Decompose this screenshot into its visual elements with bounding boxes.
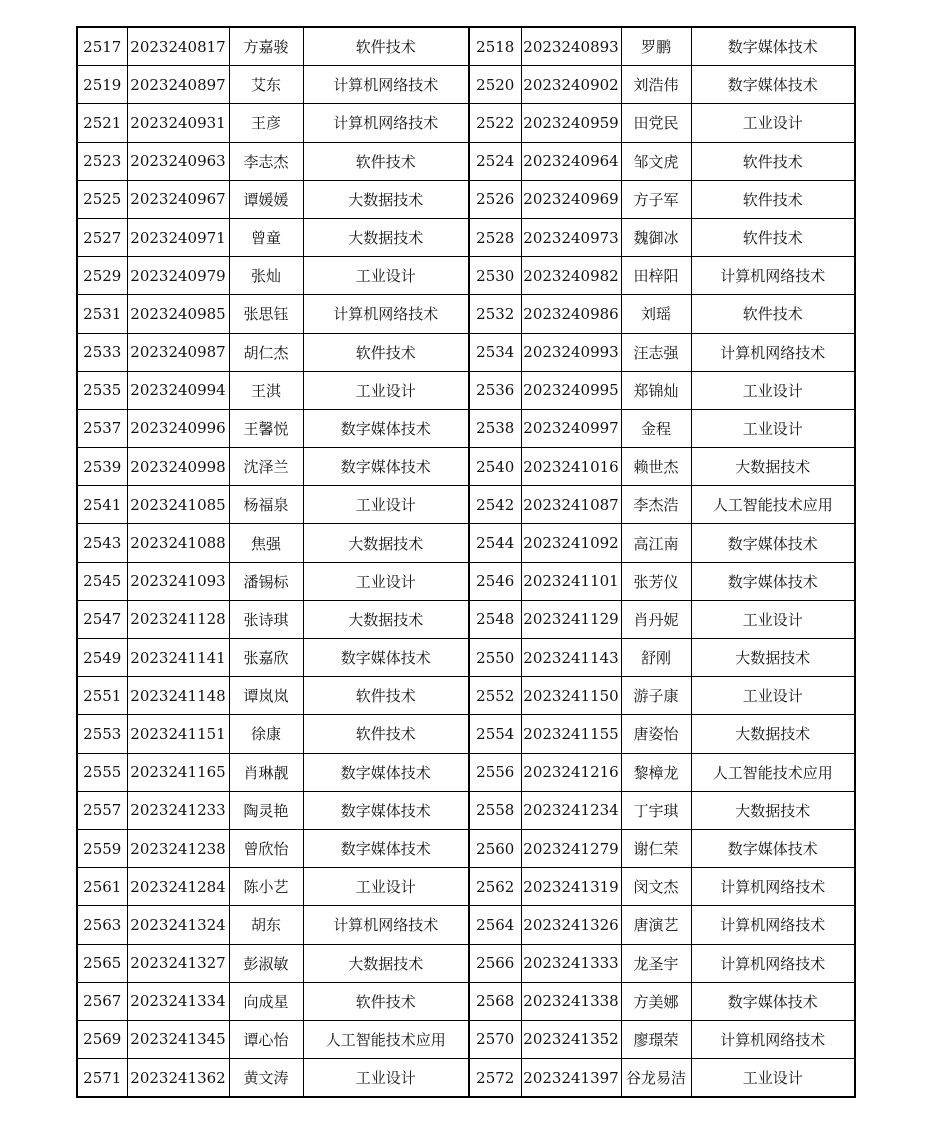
- student-list-table: [76, 26, 856, 1098]
- seq-number-cell: 2569: [77, 1020, 127, 1058]
- seq-number-cell: 2561: [77, 868, 127, 906]
- table-row: [77, 982, 855, 1020]
- seq-number-cell: 2550: [469, 639, 521, 677]
- major-cell: 工业设计: [303, 562, 469, 600]
- major-cell: 大数据技术: [303, 600, 469, 638]
- student-id-cell: 2023240982: [521, 257, 621, 295]
- major-cell: 工业设计: [691, 677, 855, 715]
- student-id-cell: 2023240993: [521, 333, 621, 371]
- name-cell: 田党民: [621, 104, 691, 142]
- student-id-cell: 2023241345: [127, 1020, 229, 1058]
- student-id-cell: 2023241088: [127, 524, 229, 562]
- name-cell: 谷龙易洁: [621, 1059, 691, 1098]
- seq-number-cell: 2521: [77, 104, 127, 142]
- table-row: [77, 524, 855, 562]
- student-id-cell: 2023241141: [127, 639, 229, 677]
- seq-number-cell: 2536: [469, 371, 521, 409]
- name-cell: 彭淑敏: [229, 944, 303, 982]
- major-cell: 数字媒体技术: [691, 829, 855, 867]
- table-row: [77, 180, 855, 218]
- table-row: [77, 218, 855, 256]
- seq-number-cell: 2556: [469, 753, 521, 791]
- seq-number-cell: 2551: [77, 677, 127, 715]
- name-cell: 曾欣怡: [229, 829, 303, 867]
- seq-number-cell: 2555: [77, 753, 127, 791]
- student-id-cell: 2023240931: [127, 104, 229, 142]
- name-cell: 游子康: [621, 677, 691, 715]
- student-id-cell: 2023240902: [521, 66, 621, 104]
- major-cell: 数字媒体技术: [691, 982, 855, 1020]
- seq-number-cell: 2530: [469, 257, 521, 295]
- student-id-cell: 2023240987: [127, 333, 229, 371]
- seq-number-cell: 2533: [77, 333, 127, 371]
- major-cell: 工业设计: [691, 371, 855, 409]
- student-id-cell: 2023241333: [521, 944, 621, 982]
- name-cell: 汪志强: [621, 333, 691, 371]
- major-cell: 工业设计: [303, 371, 469, 409]
- student-id-cell: 2023241284: [127, 868, 229, 906]
- seq-number-cell: 2568: [469, 982, 521, 1020]
- major-cell: 软件技术: [303, 27, 469, 66]
- seq-number-cell: 2529: [77, 257, 127, 295]
- name-cell: 邹文虎: [621, 142, 691, 180]
- student-id-cell: 2023240893: [521, 27, 621, 66]
- student-id-cell: 2023241233: [127, 791, 229, 829]
- table-row: [77, 715, 855, 753]
- student-id-cell: 2023240986: [521, 295, 621, 333]
- seq-number-cell: 2539: [77, 448, 127, 486]
- seq-number-cell: 2519: [77, 66, 127, 104]
- student-id-cell: 2023240973: [521, 218, 621, 256]
- table-row: [77, 66, 855, 104]
- table-row: [77, 868, 855, 906]
- seq-number-cell: 2537: [77, 409, 127, 447]
- major-cell: 计算机网络技术: [303, 295, 469, 333]
- major-cell: 软件技术: [691, 142, 855, 180]
- name-cell: 黎樟龙: [621, 753, 691, 791]
- seq-number-cell: 2549: [77, 639, 127, 677]
- seq-number-cell: 2535: [77, 371, 127, 409]
- major-cell: 计算机网络技术: [303, 906, 469, 944]
- seq-number-cell: 2522: [469, 104, 521, 142]
- table-row: [77, 677, 855, 715]
- name-cell: 肖琳靓: [229, 753, 303, 791]
- table-row: [77, 257, 855, 295]
- student-id-cell: 2023241101: [521, 562, 621, 600]
- student-id-cell: 2023241092: [521, 524, 621, 562]
- table-row: [77, 371, 855, 409]
- table-row: [77, 1059, 855, 1098]
- name-cell: 王彦: [229, 104, 303, 142]
- seq-number-cell: 2563: [77, 906, 127, 944]
- name-cell: 张灿: [229, 257, 303, 295]
- student-id-cell: 2023240996: [127, 409, 229, 447]
- major-cell: 数字媒体技术: [303, 448, 469, 486]
- seq-number-cell: 2567: [77, 982, 127, 1020]
- student-id-cell: 2023241326: [521, 906, 621, 944]
- seq-number-cell: 2517: [77, 27, 127, 66]
- name-cell: 谭心怡: [229, 1020, 303, 1058]
- student-id-cell: 2023241324: [127, 906, 229, 944]
- seq-number-cell: 2541: [77, 486, 127, 524]
- name-cell: 艾东: [229, 66, 303, 104]
- table-row: [77, 104, 855, 142]
- seq-number-cell: 2552: [469, 677, 521, 715]
- student-id-cell: 2023240969: [521, 180, 621, 218]
- student-id-cell: 2023241352: [521, 1020, 621, 1058]
- major-cell: 软件技术: [303, 142, 469, 180]
- major-cell: 数字媒体技术: [691, 66, 855, 104]
- seq-number-cell: 2526: [469, 180, 521, 218]
- name-cell: 唐姿怡: [621, 715, 691, 753]
- student-id-cell: 2023240998: [127, 448, 229, 486]
- major-cell: 计算机网络技术: [691, 257, 855, 295]
- name-cell: 向成星: [229, 982, 303, 1020]
- major-cell: 数字媒体技术: [691, 524, 855, 562]
- name-cell: 方嘉骏: [229, 27, 303, 66]
- name-cell: 张芳仪: [621, 562, 691, 600]
- table-row: [77, 600, 855, 638]
- major-cell: 大数据技术: [303, 524, 469, 562]
- name-cell: 潘锡标: [229, 562, 303, 600]
- name-cell: 沈泽兰: [229, 448, 303, 486]
- major-cell: 数字媒体技术: [303, 639, 469, 677]
- name-cell: 胡仁杰: [229, 333, 303, 371]
- major-cell: 数字媒体技术: [691, 27, 855, 66]
- seq-number-cell: 2523: [77, 142, 127, 180]
- major-cell: 工业设计: [691, 104, 855, 142]
- student-id-cell: 2023240963: [127, 142, 229, 180]
- student-id-cell: 2023240994: [127, 371, 229, 409]
- seq-number-cell: 2558: [469, 791, 521, 829]
- name-cell: 焦强: [229, 524, 303, 562]
- seq-number-cell: 2547: [77, 600, 127, 638]
- student-id-cell: 2023241150: [521, 677, 621, 715]
- name-cell: 郑锦灿: [621, 371, 691, 409]
- seq-number-cell: 2542: [469, 486, 521, 524]
- major-cell: 数字媒体技术: [303, 753, 469, 791]
- major-cell: 人工智能技术应用: [691, 486, 855, 524]
- student-id-cell: 2023241234: [521, 791, 621, 829]
- seq-number-cell: 2544: [469, 524, 521, 562]
- student-id-cell: 2023240995: [521, 371, 621, 409]
- name-cell: 高江南: [621, 524, 691, 562]
- student-id-cell: 2023241327: [127, 944, 229, 982]
- major-cell: 人工智能技术应用: [691, 753, 855, 791]
- student-id-cell: 2023241155: [521, 715, 621, 753]
- name-cell: 李杰浩: [621, 486, 691, 524]
- major-cell: 计算机网络技术: [303, 66, 469, 104]
- name-cell: 方美娜: [621, 982, 691, 1020]
- major-cell: 软件技术: [691, 295, 855, 333]
- seq-number-cell: 2562: [469, 868, 521, 906]
- major-cell: 软件技术: [303, 333, 469, 371]
- seq-number-cell: 2553: [77, 715, 127, 753]
- name-cell: 谭岚岚: [229, 677, 303, 715]
- major-cell: 大数据技术: [303, 944, 469, 982]
- name-cell: 金程: [621, 409, 691, 447]
- major-cell: 工业设计: [303, 257, 469, 295]
- seq-number-cell: 2548: [469, 600, 521, 638]
- table-body: [77, 27, 855, 1097]
- student-id-cell: 2023241319: [521, 868, 621, 906]
- major-cell: 工业设计: [303, 486, 469, 524]
- major-cell: 数字媒体技术: [691, 562, 855, 600]
- seq-number-cell: 2546: [469, 562, 521, 600]
- name-cell: 闵文杰: [621, 868, 691, 906]
- seq-number-cell: 2531: [77, 295, 127, 333]
- table-row: [77, 27, 855, 66]
- major-cell: 大数据技术: [303, 180, 469, 218]
- major-cell: 人工智能技术应用: [303, 1020, 469, 1058]
- name-cell: 刘瑶: [621, 295, 691, 333]
- student-id-cell: 2023241334: [127, 982, 229, 1020]
- seq-number-cell: 2565: [77, 944, 127, 982]
- name-cell: 张诗琪: [229, 600, 303, 638]
- name-cell: 杨福泉: [229, 486, 303, 524]
- seq-number-cell: 2520: [469, 66, 521, 104]
- name-cell: 陈小艺: [229, 868, 303, 906]
- seq-number-cell: 2559: [77, 829, 127, 867]
- major-cell: 工业设计: [303, 1059, 469, 1098]
- name-cell: 廖璟荣: [621, 1020, 691, 1058]
- major-cell: 计算机网络技术: [691, 944, 855, 982]
- major-cell: 大数据技术: [691, 448, 855, 486]
- major-cell: 大数据技术: [691, 715, 855, 753]
- seq-number-cell: 2572: [469, 1059, 521, 1098]
- name-cell: 谭媛媛: [229, 180, 303, 218]
- table-row: [77, 944, 855, 982]
- name-cell: 李志杰: [229, 142, 303, 180]
- major-cell: 计算机网络技术: [691, 868, 855, 906]
- major-cell: 软件技术: [691, 180, 855, 218]
- seq-number-cell: 2543: [77, 524, 127, 562]
- major-cell: 大数据技术: [691, 791, 855, 829]
- table-row: [77, 753, 855, 791]
- student-id-cell: 2023240897: [127, 66, 229, 104]
- table-row: [77, 562, 855, 600]
- name-cell: 舒刚: [621, 639, 691, 677]
- seq-number-cell: 2534: [469, 333, 521, 371]
- table-row: [77, 791, 855, 829]
- student-id-cell: 2023240964: [521, 142, 621, 180]
- student-id-cell: 2023241338: [521, 982, 621, 1020]
- name-cell: 刘浩伟: [621, 66, 691, 104]
- student-id-cell: 2023240985: [127, 295, 229, 333]
- seq-number-cell: 2524: [469, 142, 521, 180]
- name-cell: 龙圣宇: [621, 944, 691, 982]
- name-cell: 丁宇琪: [621, 791, 691, 829]
- table-row: [77, 333, 855, 371]
- table-row: [77, 409, 855, 447]
- major-cell: 数字媒体技术: [303, 829, 469, 867]
- seq-number-cell: 2571: [77, 1059, 127, 1098]
- major-cell: 工业设计: [691, 409, 855, 447]
- student-id-cell: 2023241085: [127, 486, 229, 524]
- major-cell: 计算机网络技术: [691, 333, 855, 371]
- student-id-cell: 2023241216: [521, 753, 621, 791]
- table-row: [77, 1020, 855, 1058]
- student-id-cell: 2023241143: [521, 639, 621, 677]
- major-cell: 软件技术: [691, 218, 855, 256]
- document-page: [76, 26, 854, 1098]
- table-row: [77, 448, 855, 486]
- major-cell: 数字媒体技术: [303, 791, 469, 829]
- seq-number-cell: 2566: [469, 944, 521, 982]
- student-id-cell: 2023241151: [127, 715, 229, 753]
- major-cell: 数字媒体技术: [303, 409, 469, 447]
- student-id-cell: 2023241362: [127, 1059, 229, 1098]
- table-row: [77, 829, 855, 867]
- name-cell: 魏御冰: [621, 218, 691, 256]
- student-id-cell: 2023241238: [127, 829, 229, 867]
- major-cell: 软件技术: [303, 677, 469, 715]
- name-cell: 胡东: [229, 906, 303, 944]
- seq-number-cell: 2564: [469, 906, 521, 944]
- name-cell: 王淇: [229, 371, 303, 409]
- major-cell: 软件技术: [303, 715, 469, 753]
- name-cell: 赖世杰: [621, 448, 691, 486]
- name-cell: 黄文涛: [229, 1059, 303, 1098]
- student-id-cell: 2023240997: [521, 409, 621, 447]
- seq-number-cell: 2554: [469, 715, 521, 753]
- seq-number-cell: 2528: [469, 218, 521, 256]
- seq-number-cell: 2545: [77, 562, 127, 600]
- seq-number-cell: 2525: [77, 180, 127, 218]
- name-cell: 陶灵艳: [229, 791, 303, 829]
- major-cell: 工业设计: [303, 868, 469, 906]
- student-id-cell: 2023240967: [127, 180, 229, 218]
- student-id-cell: 2023241128: [127, 600, 229, 638]
- major-cell: 计算机网络技术: [691, 1020, 855, 1058]
- seq-number-cell: 2538: [469, 409, 521, 447]
- name-cell: 唐演艺: [621, 906, 691, 944]
- student-id-cell: 2023240817: [127, 27, 229, 66]
- major-cell: 计算机网络技术: [691, 906, 855, 944]
- name-cell: 徐康: [229, 715, 303, 753]
- seq-number-cell: 2557: [77, 791, 127, 829]
- table-row: [77, 295, 855, 333]
- name-cell: 肖丹妮: [621, 600, 691, 638]
- table-row: [77, 906, 855, 944]
- major-cell: 大数据技术: [303, 218, 469, 256]
- student-id-cell: 2023241016: [521, 448, 621, 486]
- seq-number-cell: 2540: [469, 448, 521, 486]
- student-id-cell: 2023240971: [127, 218, 229, 256]
- student-id-cell: 2023241397: [521, 1059, 621, 1098]
- student-id-cell: 2023240979: [127, 257, 229, 295]
- student-id-cell: 2023241165: [127, 753, 229, 791]
- name-cell: 田梓阳: [621, 257, 691, 295]
- table-row: [77, 486, 855, 524]
- major-cell: 大数据技术: [691, 639, 855, 677]
- student-id-cell: 2023241087: [521, 486, 621, 524]
- student-id-cell: 2023241093: [127, 562, 229, 600]
- name-cell: 方子军: [621, 180, 691, 218]
- name-cell: 曾童: [229, 218, 303, 256]
- name-cell: 王馨悦: [229, 409, 303, 447]
- seq-number-cell: 2560: [469, 829, 521, 867]
- major-cell: 计算机网络技术: [303, 104, 469, 142]
- seq-number-cell: 2527: [77, 218, 127, 256]
- student-id-cell: 2023241279: [521, 829, 621, 867]
- student-id-cell: 2023241129: [521, 600, 621, 638]
- name-cell: 张嘉欣: [229, 639, 303, 677]
- major-cell: 工业设计: [691, 600, 855, 638]
- student-id-cell: 2023241148: [127, 677, 229, 715]
- seq-number-cell: 2570: [469, 1020, 521, 1058]
- student-id-cell: 2023240959: [521, 104, 621, 142]
- major-cell: 软件技术: [303, 982, 469, 1020]
- table-row: [77, 142, 855, 180]
- seq-number-cell: 2518: [469, 27, 521, 66]
- name-cell: 张思钰: [229, 295, 303, 333]
- name-cell: 谢仁荣: [621, 829, 691, 867]
- seq-number-cell: 2532: [469, 295, 521, 333]
- name-cell: 罗鹏: [621, 27, 691, 66]
- table-row: [77, 639, 855, 677]
- major-cell: 工业设计: [691, 1059, 855, 1098]
